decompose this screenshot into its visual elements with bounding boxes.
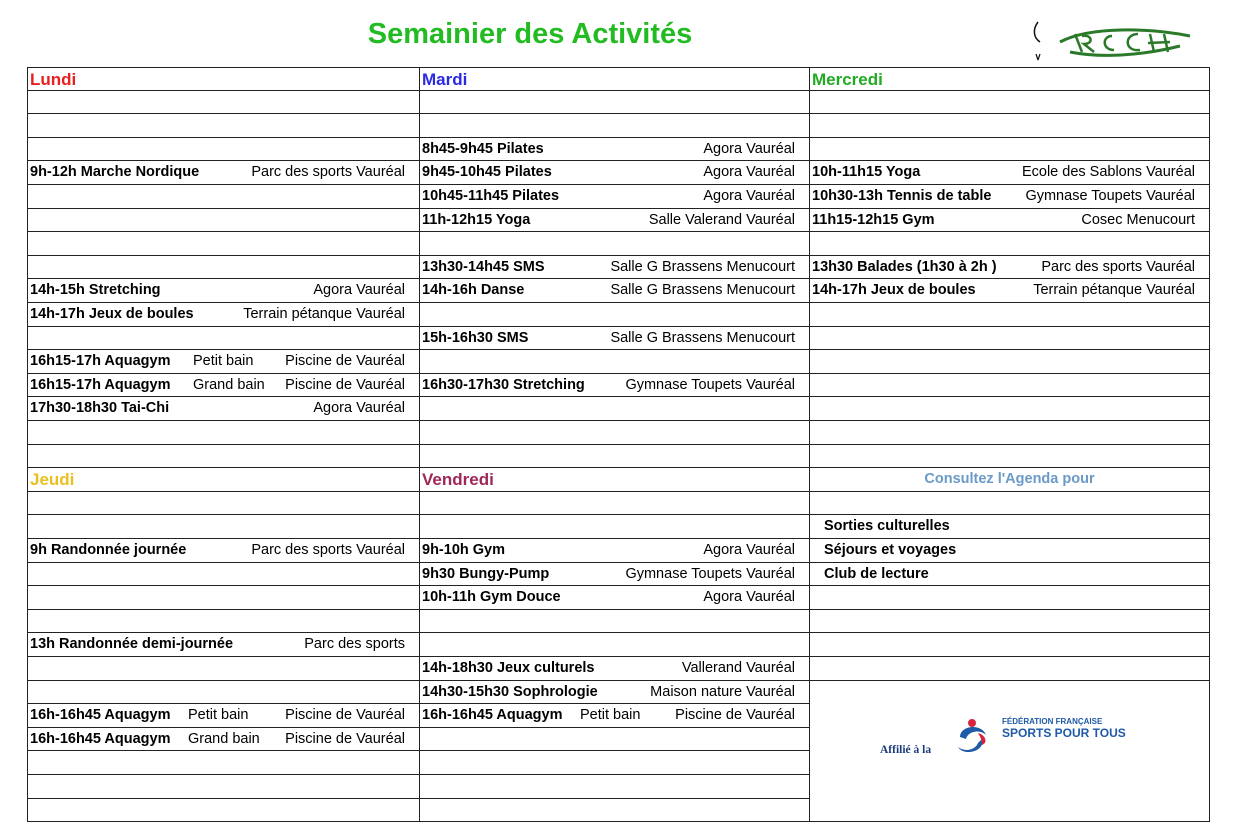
activity-name: 10h30-13h Tennis de table [812, 188, 992, 204]
table-row [28, 610, 419, 634]
table-row [28, 91, 419, 115]
activity-name: 14h-17h Jeux de boules [30, 306, 194, 322]
table-row [810, 67, 1209, 91]
table-row [420, 421, 809, 445]
federation-name-line2: SPORTS POUR TOUS [1002, 725, 1126, 740]
activity-pool: Petit bain [188, 707, 249, 724]
table-row [810, 138, 1209, 162]
activity-location: Salle G Brassens Menucourt [610, 329, 795, 346]
table-row [28, 256, 419, 280]
table-row [420, 67, 809, 91]
activity-name: 13h Randonnée demi-journée [30, 636, 234, 653]
table-row [810, 91, 1209, 115]
activity-name: 16h15-17h Aquagym [30, 353, 171, 370]
table-row [810, 563, 1209, 587]
table-row [420, 775, 809, 799]
activity-name: 14h-18h30 Jeux culturels [422, 660, 595, 676]
activity-name: 10h-11h Gym Douce [422, 589, 561, 606]
table-row [420, 681, 809, 705]
activity-location: Agora Vauréal [313, 400, 405, 417]
activity-location: Vallerand Vauréal [681, 660, 795, 676]
table-row [28, 704, 419, 728]
table-row [810, 232, 1209, 256]
activity-location: Parc des sports Vauréal [251, 542, 405, 558]
table-row [420, 445, 809, 469]
activity-name: 9h-12h Marche Nordique [30, 164, 200, 181]
activity-location: Gymnase Toupets Vauréal [625, 376, 795, 393]
table-row [420, 279, 809, 303]
table-row [810, 539, 1209, 563]
activity-pool: Petit bain [193, 353, 254, 370]
activity-pool: Grand bain [188, 730, 260, 747]
activity-pool: Petit bain [580, 707, 641, 724]
activity-location: Piscine de Vauréal [285, 707, 405, 724]
table-row [810, 492, 1209, 516]
table-row [810, 374, 1209, 398]
table-row [810, 114, 1209, 138]
table-row [420, 539, 809, 563]
table-row [28, 633, 419, 657]
activity-location: Ecole des Sablons Vauréal [1021, 164, 1195, 181]
activity-name: 9h45-10h45 Pilates [422, 164, 552, 181]
table-row [810, 397, 1209, 421]
table-row [420, 515, 809, 539]
activity-location: Salle G Brassens Menucourt [610, 282, 795, 299]
activity-location: Agora Vauréal [703, 188, 795, 204]
activity-pool: Grand bain [193, 376, 265, 393]
table-row [420, 303, 809, 327]
table-row [810, 421, 1209, 445]
table-row [420, 799, 809, 823]
activity-location: Salle G Brassens Menucourt [610, 258, 795, 275]
club-logo-icon [1030, 16, 1200, 64]
table-row [810, 468, 1209, 492]
table-row [420, 563, 809, 587]
table-row [420, 161, 809, 185]
table-row [420, 728, 809, 752]
activity-name: 10h45-11h45 Pilates [422, 188, 560, 204]
table-row [810, 350, 1209, 374]
table-row [810, 327, 1209, 351]
table-row [810, 445, 1209, 469]
day-title-jeudi: Jeudi [30, 470, 75, 490]
table-row [28, 303, 419, 327]
column-left [28, 67, 419, 822]
agenda-title: Consultez l'Agenda pour [924, 471, 1095, 488]
table-row [810, 610, 1209, 634]
table-row [28, 138, 419, 162]
activity-location: Parc des sports [304, 636, 405, 653]
table-row [28, 586, 419, 610]
activity-name: 13h30 Balades (1h30 à 2h ) [812, 258, 997, 275]
table-row [28, 515, 419, 539]
table-row [28, 751, 419, 775]
table-row [810, 515, 1209, 539]
activity-name: 14h-15h Stretching [30, 282, 161, 299]
table-row [420, 751, 809, 775]
activity-location: Cosec Menucourt [1081, 211, 1195, 228]
activity-name: 17h30-18h30 Tai-Chi [30, 400, 170, 417]
activity-location: Agora Vauréal [703, 589, 795, 606]
activity-name: 9h Randonnée journée [30, 542, 187, 558]
table-row [28, 445, 419, 469]
table-row [420, 138, 809, 162]
affiliation-panel [880, 709, 1180, 779]
page-title: Semainier des Activités [367, 18, 693, 50]
activity-location: Agora Vauréal [703, 164, 795, 181]
table-row [28, 374, 419, 398]
agenda-item: Sorties culturelles [824, 518, 950, 535]
activity-name: 15h-16h30 SMS [422, 329, 529, 346]
table-row [420, 185, 809, 209]
activity-location: Agora Vauréal [703, 542, 795, 558]
table-row [420, 327, 809, 351]
activity-name: 16h15-17h Aquagym [30, 376, 171, 393]
table-row [810, 256, 1209, 280]
table-row [420, 704, 809, 728]
agenda-item: Séjours et voyages [824, 542, 957, 558]
activity-location: Parc des sports Vauréal [1041, 258, 1195, 275]
table-row [810, 209, 1209, 233]
table-row [28, 350, 419, 374]
activity-location: Terrain pétanque Vauréal [243, 306, 405, 322]
table-row [28, 232, 419, 256]
table-row [28, 657, 419, 681]
activity-name: 13h30-14h45 SMS [422, 258, 545, 275]
table-row [28, 492, 419, 516]
activity-name: 14h30-15h30 Sophrologie [422, 683, 598, 700]
table-row [420, 374, 809, 398]
table-row [420, 232, 809, 256]
activity-name: 16h-16h45 Aquagym [422, 707, 563, 724]
table-row [810, 657, 1209, 681]
table-row [420, 633, 809, 657]
column-right [810, 67, 1209, 822]
activity-location: Agora Vauréal [703, 140, 795, 157]
table-row [420, 256, 809, 280]
table-row [420, 610, 809, 634]
table-row [810, 161, 1209, 185]
table-row [28, 563, 419, 587]
activity-name: 16h-16h45 Aquagym [30, 707, 171, 724]
activity-name: 14h-17h Jeux de boules [812, 282, 976, 299]
table-row [420, 397, 809, 421]
activity-name: 9h-10h Gym [422, 542, 505, 558]
table-row [420, 114, 809, 138]
table-row [28, 539, 419, 563]
affiliation-text: Affilié à la [880, 743, 932, 756]
table-row [28, 397, 419, 421]
table-row [810, 279, 1209, 303]
column-middle [420, 67, 809, 822]
activity-location: Agora Vauréal [313, 282, 405, 299]
table-row [28, 775, 419, 799]
table-row [28, 327, 419, 351]
table-row [28, 67, 419, 91]
day-title-mercredi: Mercredi [812, 70, 883, 89]
table-row [28, 728, 419, 752]
table-row [28, 799, 419, 823]
table-row [810, 303, 1209, 327]
activity-location: Gymnase Toupets Vauréal [625, 565, 795, 582]
activity-location: Piscine de Vauréal [285, 376, 405, 393]
table-row [420, 468, 809, 492]
federation-name-line1: FÉDÉRATION FRANÇAISE [1002, 716, 1103, 726]
activity-name: 9h30 Bungy-Pump [422, 565, 550, 582]
activity-name: 10h-11h15 Yoga [812, 164, 921, 181]
agenda-item: Club de lecture [824, 565, 929, 582]
table-row [420, 209, 809, 233]
activity-location: Piscine de Vauréal [285, 353, 405, 370]
activity-name: 8h45-9h45 Pilates [422, 140, 544, 157]
table-row [28, 161, 419, 185]
activity-location: Piscine de Vauréal [285, 730, 405, 747]
table-row [28, 681, 419, 705]
day-title-lundi: Lundi [30, 70, 77, 89]
activity-location: Gymnase Toupets Vauréal [1025, 188, 1195, 204]
table-row [810, 185, 1209, 209]
weekly-schedule-grid [27, 67, 1210, 822]
table-row [28, 114, 419, 138]
activity-name: 14h-16h Danse [422, 282, 525, 299]
table-row [420, 350, 809, 374]
activity-location: Parc des sports Vauréal [251, 164, 405, 181]
table-row [420, 586, 809, 610]
table-row [810, 586, 1209, 610]
day-title-vendredi: Vendredi [422, 470, 494, 490]
activity-location: Salle Valerand Vauréal [648, 211, 795, 228]
table-row [28, 421, 419, 445]
table-row [28, 468, 419, 492]
activity-location: Piscine de Vauréal [675, 707, 795, 724]
table-row [810, 633, 1209, 657]
activity-location: Terrain pétanque Vauréal [1033, 282, 1195, 299]
activity-name: 16h30-17h30 Stretching [422, 376, 585, 393]
activity-location: Maison nature Vauréal [650, 683, 795, 700]
day-title-mardi: Mardi [422, 70, 468, 89]
table-row [420, 657, 809, 681]
activity-name: 11h15-12h15 Gym [812, 211, 935, 228]
table-row [28, 209, 419, 233]
table-row [420, 91, 809, 115]
activity-name: 11h-12h15 Yoga [422, 211, 531, 228]
bottom-border [810, 821, 1209, 822]
table-row [420, 492, 809, 516]
table-row [28, 279, 419, 303]
activity-name: 16h-16h45 Aquagym [30, 730, 171, 747]
table-row [28, 185, 419, 209]
